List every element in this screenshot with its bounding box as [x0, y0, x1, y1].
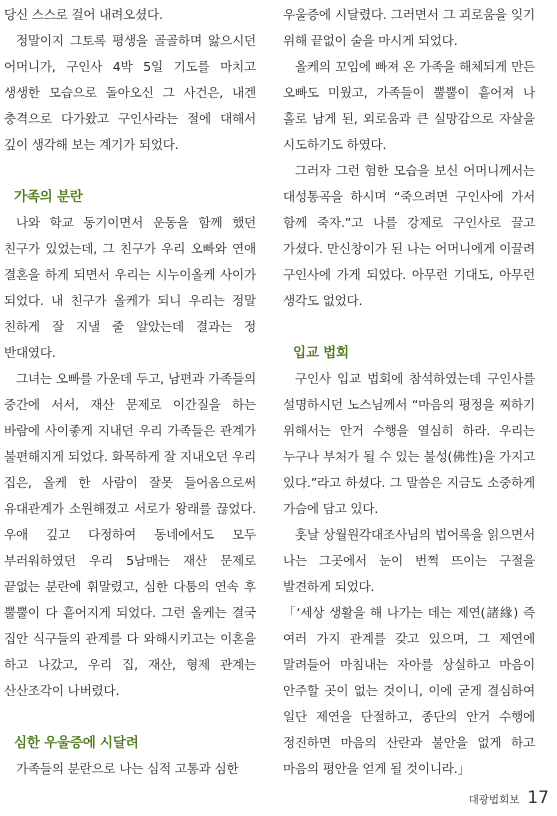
paragraph: 훗날 상월원각대조사님의 법어록을 읽으면서 나는 그곳에서 눈이 번쩍 뜨이는 구절을 발견하게 되었다. — [283, 527, 535, 594]
right-column — [283, 2, 535, 782]
paragraph: 나와 학교 동기이면서 운동을 함께 했던 친구가 있었는데, 그 친구가 우리 오빠와 연애 결혼을 하게 되면서 우리는 시누이올케 사이가 되었다. 내 친구가 올케가 되니 우리는 정말 친하게 잘 지낼 줄 알았는데 결과는 정 반대였다. — [4, 215, 256, 360]
paragraph: 우울증에 시달렸다. 그러면서 그 괴로움을 잊기 위해 끝없이 술을 마시게 되었다. — [283, 7, 535, 48]
paragraph: 정말이지 그토록 평생을 골골하며 앓으시던 어머니가, 구인사 4박 5일 기도를 마치고 생생한 모습으로 돌아오신 그 사건은, 내겐 충격으로 다가왔고 구인사라는 절에 대해서 깊이 생각해 보는 계기가 되었다. — [4, 33, 256, 152]
section-heading-depression: 심한 우울증에 시달려 — [14, 735, 139, 751]
page-number: 17 — [527, 788, 549, 808]
paragraph: 그러자 그런 험한 모습을 보신 어머니께서는 대성통곡을 하시며 “죽으려면 구인사에 가서 함께 죽자.”고 나를 강제로 구인사로 끌고 가셨다. 만신창이가 된 나는 어머니에게 이끌려 구인사에 가게 되었다. 아무런 기대도, 아무런 생각도 없었다. — [283, 163, 535, 308]
section-heading-initiation-ceremony: 입교 법회 — [293, 345, 349, 361]
spacer — [283, 314, 535, 340]
spacer — [4, 704, 256, 730]
section-heading-family-conflict: 가족의 분란 — [14, 189, 83, 205]
spacer — [4, 158, 256, 184]
page-footer — [469, 788, 549, 808]
paragraph: 올케의 꼬임에 빠져 온 가족을 해체되게 만든 오빠도 미웠고, 가족들이 뿔뿔이 흩어져 나 홀로 남게 된, 외로움과 큰 실망감으로 자살을 시도하기도 하였다. — [283, 59, 535, 152]
paragraph: 가족들의 분란으로 나는 심적 고통과 심한 — [16, 761, 239, 776]
left-column — [4, 2, 256, 782]
paragraph: 당신 스스로 걸어 내려오셨다. — [4, 7, 163, 22]
paragraph: 구인사 입교 법회에 참석하였는데 구인사를 설명하시던 노스님께서 “마음의 평정을 찌하기 위해서는 안거 수행을 열심히 하라. 우리는 누구나 부처가 될 수 있는 불성(佛性)을 가지고 있다.”라고 하셨다. 그 말씀은 지금도 소중하게 가슴에 담고 있다. — [283, 371, 535, 516]
paragraph: 그녀는 오빠를 가운데 두고, 남편과 가족들의 중간에 서서, 재산 문제로 이간질을 하는 바람에 사이좋게 지내던 우리 가족들은 관계가 불편해지게 되었다. 화목하게 잘 지내오던 우리 집은, 올케 한 사람이 잘못 들어옴으로써 유대관계가 소원해졌고 서로가 왕래를 끊었다. 우애 깊고 다정하여 동네에서도 모두 부러워하였던 우리 5남매는 재산 문제로 끝없는 분란에 휘말렸고, 심한 다툼의 연속 후 뿔뿔이 다 흩어지게 되었다. 그런 올케는 결국 집안 식구들의 관계를 다 와해시키고는 이혼을 하고 나갔고, 우리 집, 재산, 형제 관계는 산산조각이 나버렸다. — [4, 371, 256, 698]
quotation-paragraph: 「‘세상 생활을 해 나가는 데는 제연(諸緣) 즉 여러 가지 관계를 갖고 있으며, 그 제연에 말려들어 마침내는 자아를 상실하고 마음이 안주할 곳이 없는 것이니, 이에 굳게 결심하여 일단 제연을 단절하고, 종단의 안거 수행에 정진하면 마음의 산란과 불안을 없게 하고 마음의 평안을 얻게 될 것이니라.」 — [283, 605, 535, 776]
publication-name: 대광법회보 — [468, 794, 520, 806]
